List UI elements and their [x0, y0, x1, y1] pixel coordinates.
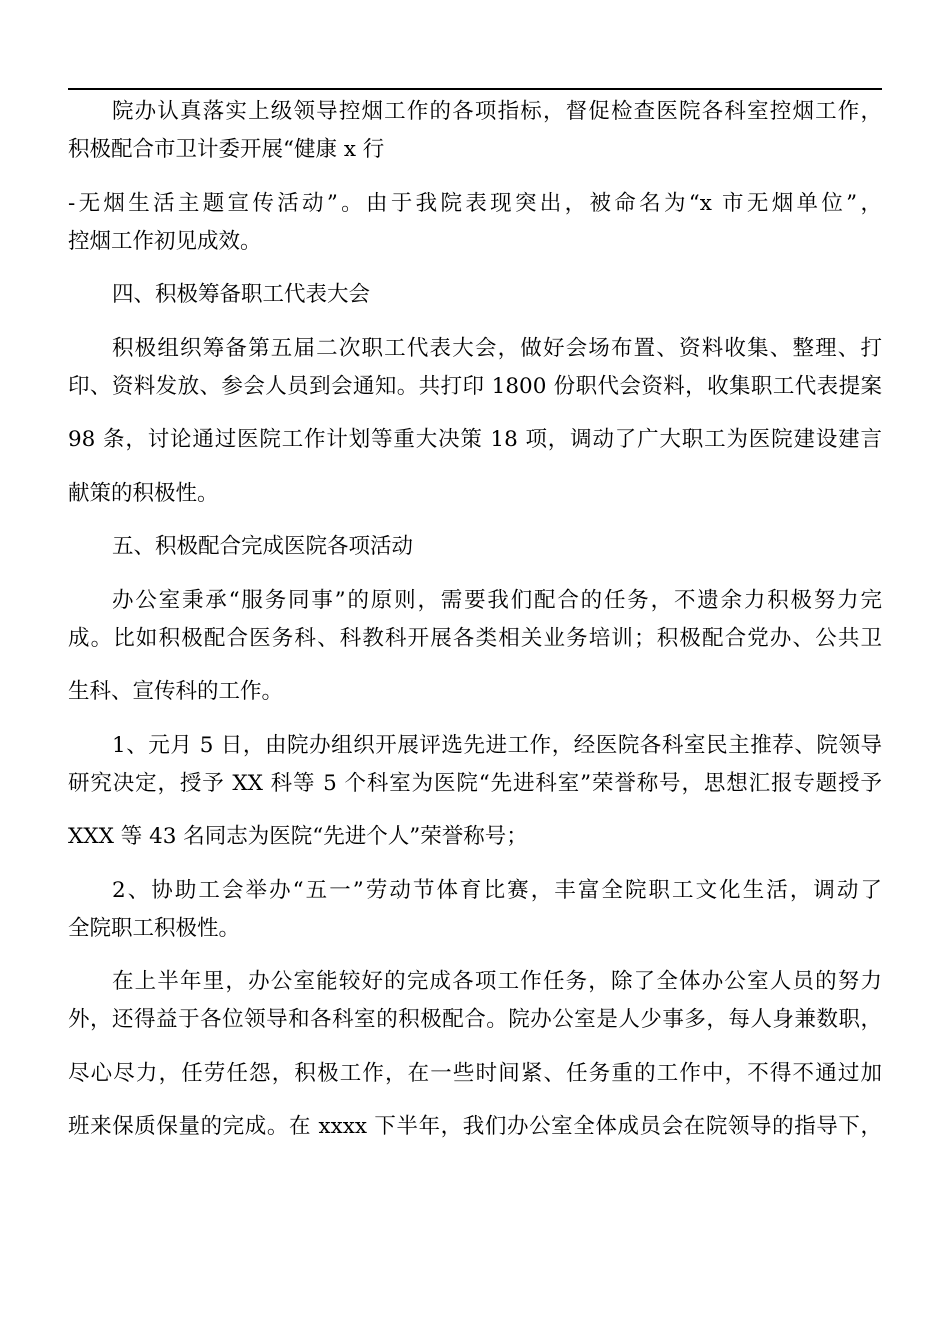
paragraph-line: 外，还得益于各位领导和各科室的积极配合。院办公室是人少事多，每人身兼数职， [68, 1007, 882, 1032]
list-item-line: 研究决定，授予 XX 科等 5 个科室为医院“先进科室”荣誉称号，思想汇报专题授予 [68, 770, 882, 796]
paragraph-line: 在上半年里，办公室能较好的完成各项工作任务，除了全体办公室人员的努力 [112, 969, 882, 994]
section-heading: 四、积极筹备职工代表大会 [112, 282, 371, 307]
document-body [68, 93, 882, 1146]
paragraph-line: -无烟生活主题宣传活动”。由于我院表现突出，被命名为“x 市无烟单位”， [68, 190, 882, 216]
list-item-line: XXX 等 43 名同志为医院“先进个人”荣誉称号； [68, 824, 528, 849]
section-heading: 五、积极配合完成医院各项活动 [112, 534, 414, 559]
paragraph-line: 98 条，讨论通过医院工作计划等重大决策 18 项，调动了广大职工为医院建设建言 [68, 427, 882, 452]
paragraph-line: 院办认真落实上级领导控烟工作的各项指标，督促检查医院各科室控烟工作， [112, 99, 882, 124]
paragraph-line: 献策的积极性。 [68, 480, 219, 506]
paragraph-line: 尽心尽力，任劳任怨，积极工作，在一些时间紧、任务重的工作中，不得不通过加 [68, 1060, 882, 1086]
paragraph-line: 控烟工作初见成效。 [68, 228, 262, 254]
list-item-line: 2、协助工会举办“五一”劳动节体育比赛，丰富全院职工文化生活，调动了 [112, 877, 882, 903]
paragraph-line: 印、资料发放、参会人员到会通知。共打印 1800 份职代会资料，收集职工代表提案 [68, 373, 882, 399]
paragraph-line: 办公室秉承“服务同事”的原则，需要我们配合的任务，不遗余力积极努力完 [112, 587, 882, 613]
paragraph-line: 积极组织筹备第五届二次职工代表大会，做好会场布置、资料收集、整理、打 [112, 335, 882, 361]
paragraph-line: 成。比如积极配合医务科、科教科开展各类相关业务培训；积极配合党办、公共卫 [68, 625, 882, 651]
header-rule [68, 88, 882, 90]
paragraph-line: 班来保质保量的完成。在 xxxx 下半年，我们办公室全体成员会在院领导的指导下， [68, 1114, 882, 1139]
list-item-line: 1、元月 5 日，由院办组织开展评选先进工作，经医院各科室民主推荐、院领导 [112, 732, 882, 758]
paragraph-line: 生科、宣传科的工作。 [68, 679, 284, 704]
list-item-line: 全院职工积极性。 [68, 915, 241, 941]
paragraph-line: 积极配合市卫计委开展“健康 x 行 [68, 137, 385, 162]
